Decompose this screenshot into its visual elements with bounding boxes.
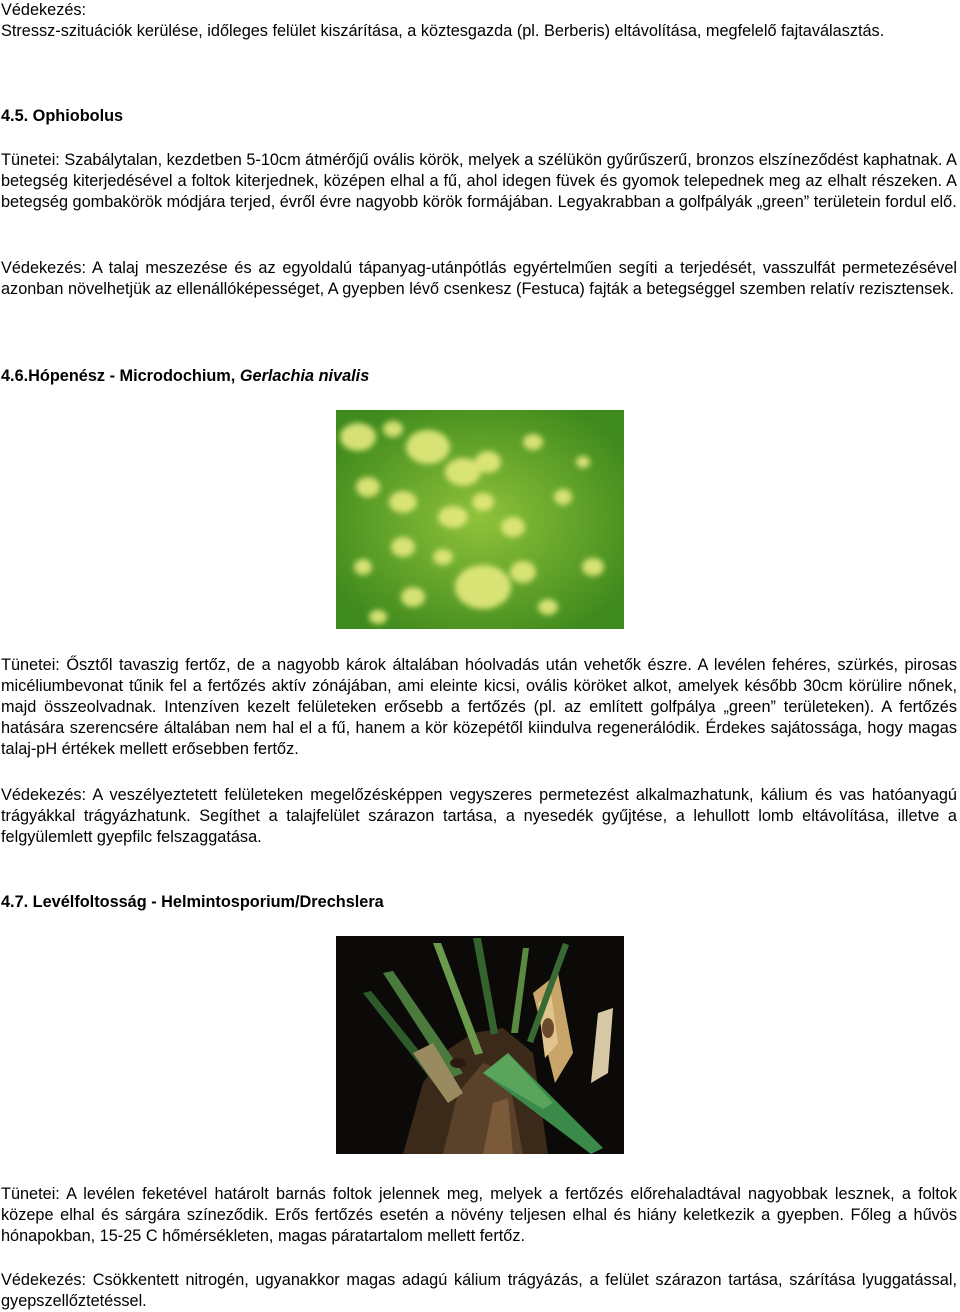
leaf-spot-photo [333,933,627,1157]
section-4-7-heading: 4.7. Levélfoltosság - Helmintosporium/Drechslera [1,893,384,911]
section-4-5-protection: Védekezés: A talaj meszezése és az egyoldalú tápanyag-utánpótlás egyértelműen segíti a terjedését, vasszulfát permetezésével azonban növelhetjük az ellenállóképességet, A gyepben lévő csenkesz (Festuca) fajták a betegséggel szemben relatív rezisztensek. [1,259,957,298]
snow-mold-photo [333,407,627,632]
section-4-6-heading-species: Gerlachia nivalis [239,367,370,385]
section-4-5-symptoms: Tünetei: Szabálytalan, kezdetben 5-10cm átmérőjű ovális körök, melyek a szélükön gyűrűszerű, bronzos elszíneződést kaphatnak. A betegség kiterjedésével a foltok kiterjednek, középen elhal a fű, ahol idegen füvek és gyomok telepednek meg az elhalt részeken. A betegség gombakörök módjára terjed, évről évre nagyobb körök formájában. Legyakrabban a golfpályák „green” területein fordul elő. [1,151,957,211]
section-4-5-heading: 4.5. Ophiobolus [1,107,124,125]
intro-text: Stressz-szituációk kerülése, időleges felület kiszárítása, a köztesgazda (pl. Berberis) eltávolítása, megfelelő fajtaválasztás. [1,22,885,40]
section-4-7-protection: Védekezés: Csökkentett nitrogén, ugyanakkor magas adagú kálium trágyázás, a felület szárazon tartása, szárítása lyuggatással, gyepszellőztetéssel. [1,1271,957,1310]
section-4-7-symptoms: Tünetei: A levélen feketével határolt barnás foltok jelennek meg, melyek a fertőzés előrehaladtával nagyobbak lesznek, a foltok közepe elhal és sárgára színeződik. Erős fertőzés esetén a növény teljesen elhal és hiány keletkezik a gyepben. Főleg a hűvös hónapokban, 15-25 C hőmérsékleten, magas páratartalom mellett fertőz. [1,1185,957,1245]
intro-label: Védekezés: [1,1,87,19]
section-4-6-symptoms: Tünetei: Ősztől tavaszig fertőz, de a nagyobb károk általában hóolvadás után vehetők észre. A levélen fehéres, szürkés, pirosas micéliumbevonat tűnik fel a fertőzés aktív zónájában, ami eleinte kicsi, ovális köröket alkot, amelyek később 30cm körülire nőnek, majd összeolvadnak. Intenzíven kezelt felületeken erősebb a fertőzés (pl. az említett golfpálya „green” területeken). A fertőzés hatására szerencsére általában nem hal el a fű, hanem a kör közepétől kiindulva regenerálódik. Érdekes sajátossága, hogy magas talaj-pH értékek mellett erősebben fertőz. [1,656,957,758]
section-4-6-heading-text: 4.6.Hópenész - Microdochium, [1,367,240,385]
section-4-6-heading [1,366,957,387]
section-4-6-protection: Védekezés: A veszélyeztetett felületeken megelőzésképpen vegyszeres permetezést alkalmazhatunk, kálium és vas hatóanyagú trágyákkal trágyázhatunk. Segíthet a talajfelület szárazon tartása, a nyesedék gyűjtése, a lehullott lomb eltávolítása, illetve a felgyülemlett gyepfilc felszaggatása. [1,786,957,846]
